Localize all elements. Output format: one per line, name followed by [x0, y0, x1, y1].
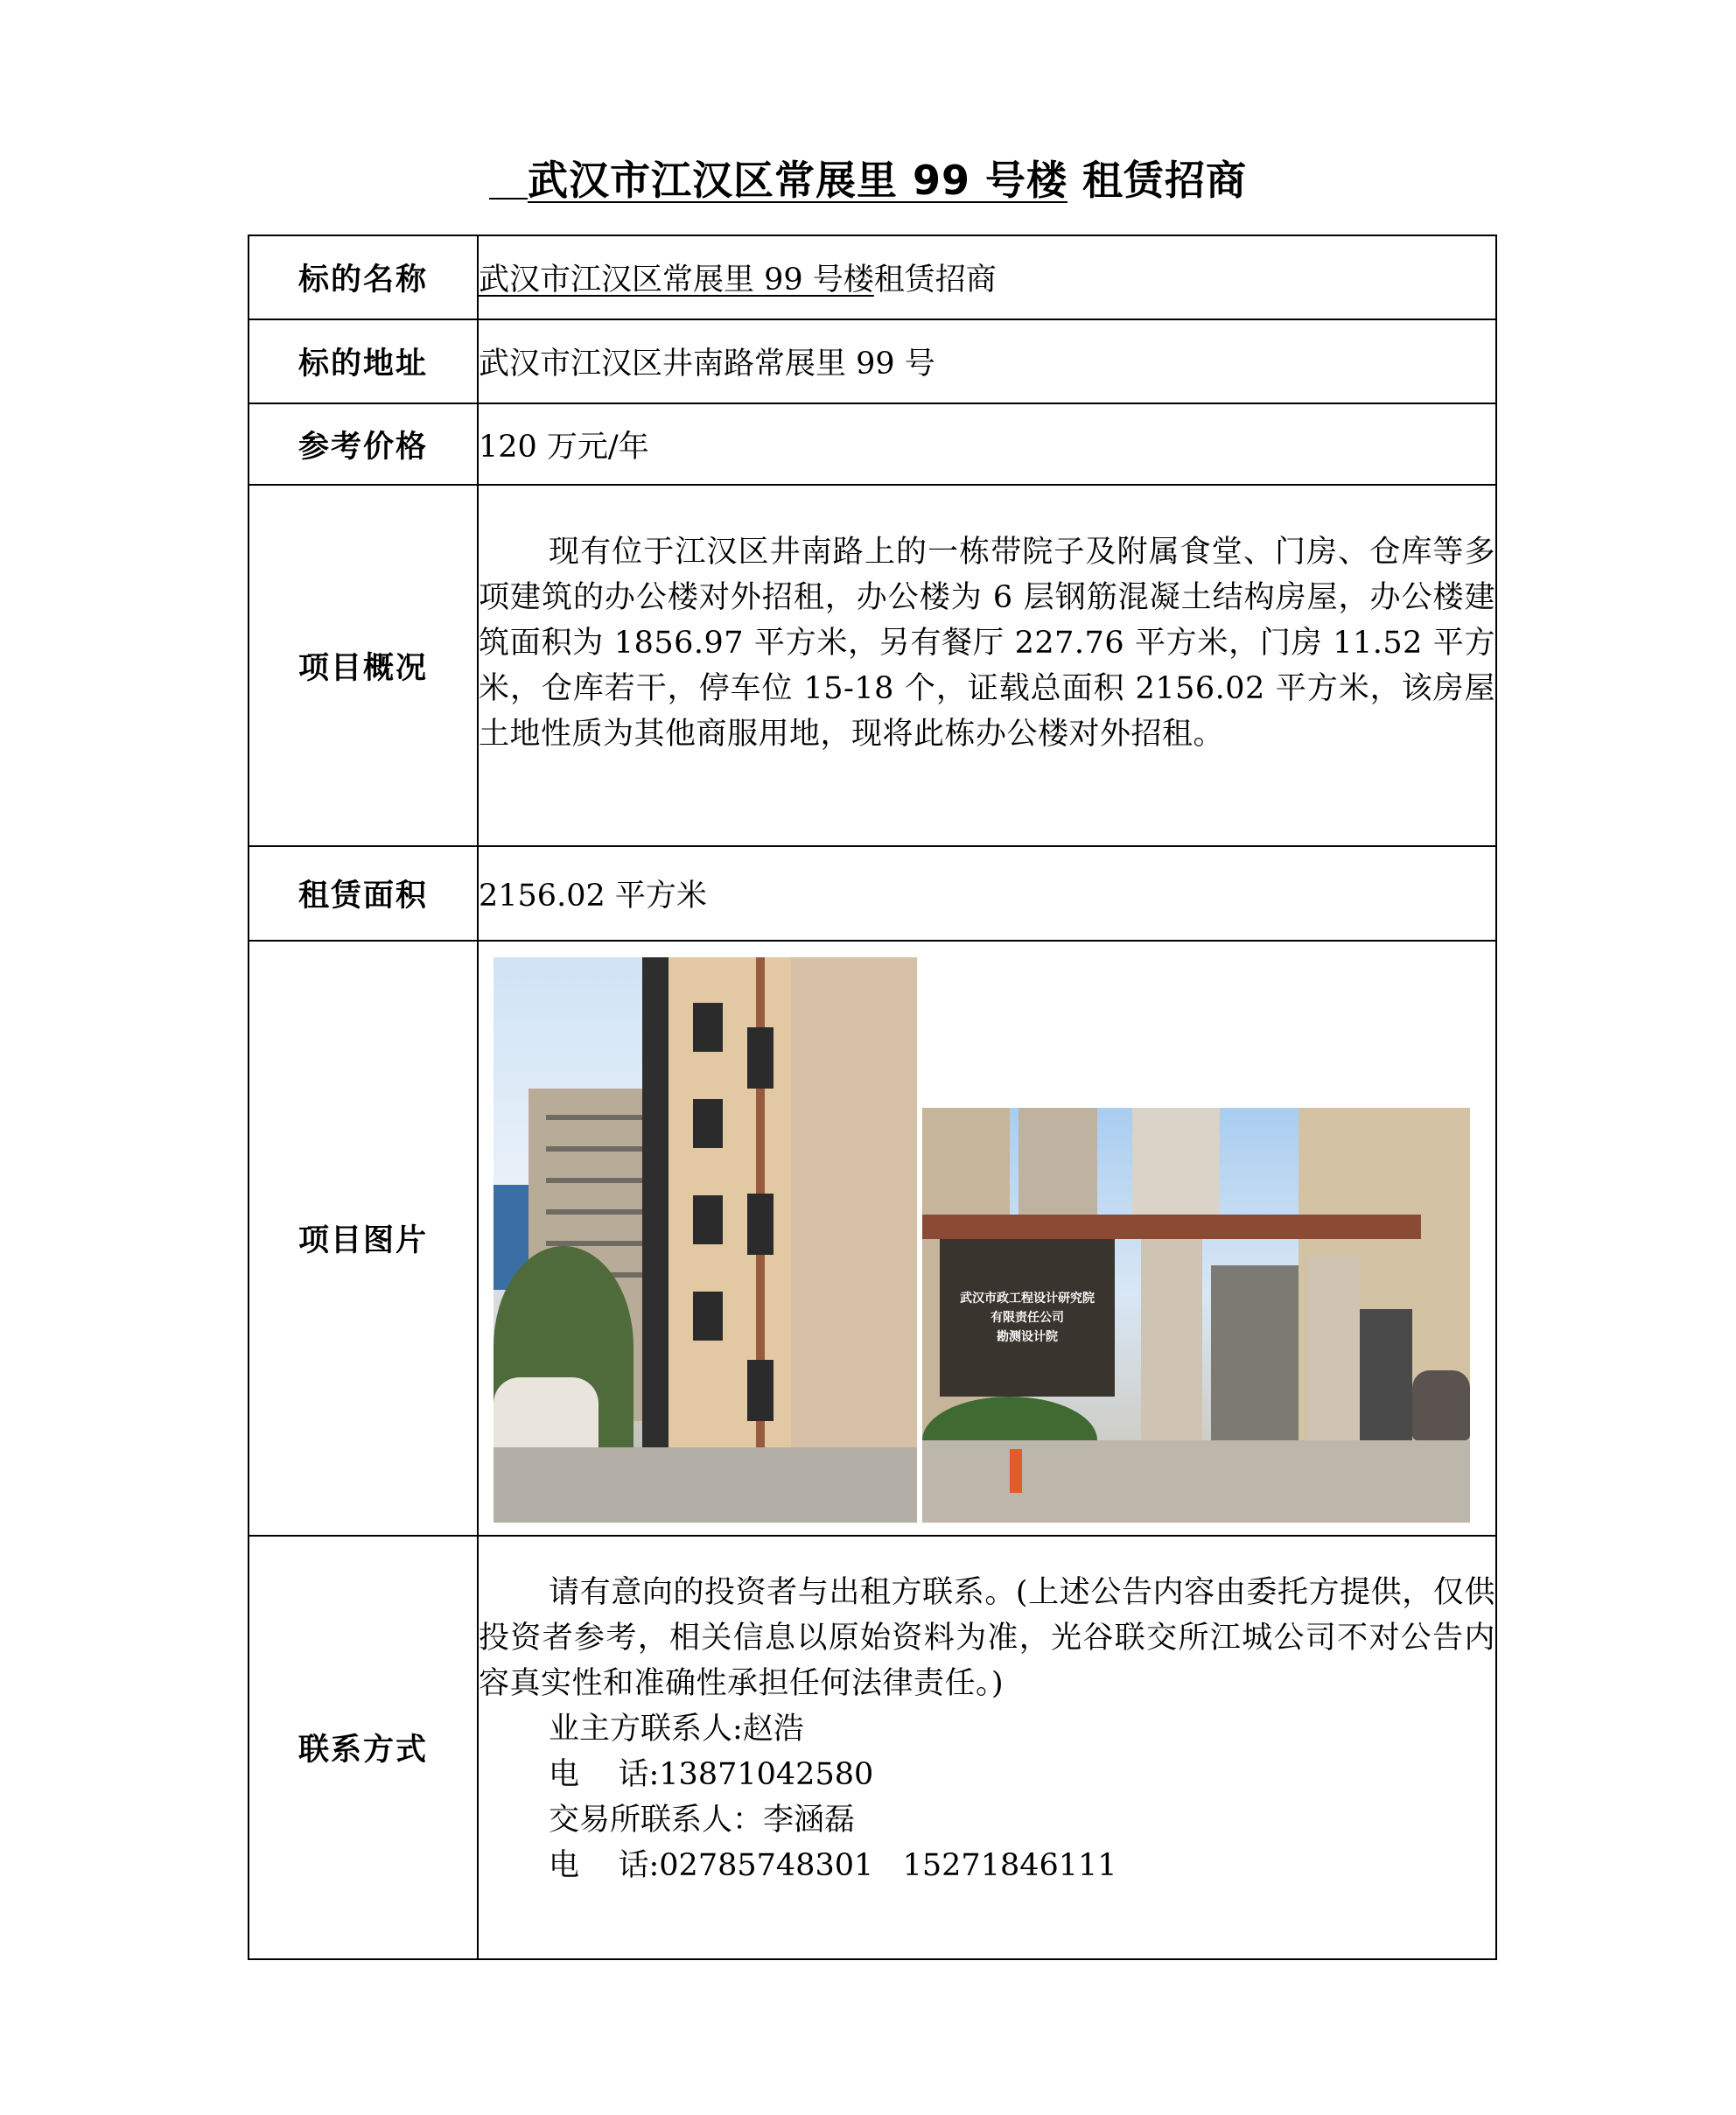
row-overview [248, 485, 1496, 846]
gate-sign-line-3: 勘测设计院 [997, 1330, 1058, 1344]
value-area: 2156.02 平方米 [478, 846, 1496, 941]
row-price [248, 403, 1496, 485]
gate-photo [922, 1108, 1470, 1523]
row-name [248, 235, 1496, 319]
value-name [478, 235, 1496, 319]
photo-gallery [479, 942, 1495, 1510]
page-title [0, 154, 1736, 207]
label-name: 标的名称 [248, 235, 478, 319]
gate-sign-line-2: 有限责任公司 [990, 1311, 1064, 1325]
gate-sign [940, 1239, 1115, 1397]
listing-table [248, 235, 1497, 1960]
building-photo [494, 957, 917, 1523]
owner-phone: 电 话:13871042580 [549, 1757, 874, 1792]
overview-text: 现有位于江汉区井南路上的一栋带院子及附属食堂、门房、仓库等多项建筑的办公楼对外招租，办公楼为 6 层钢筋混凝土结构房屋，办公楼建筑面积为 1856.97 平方米，另有餐厅 227.76 平方米，门房 11.52 平方米，仓库若干，停车位 15-18 个，证载总面积 2156.02 平方米，该房屋土地性质为其他商服用地，现将此栋办公楼对外招租。 [479, 535, 1495, 752]
row-area [248, 846, 1496, 941]
row-images [248, 941, 1496, 1536]
title-underlined-part: 武汉市江汉区常展里 99 号楼 [527, 157, 1068, 204]
owner-contact: 业主方联系人:赵浩 [549, 1712, 804, 1747]
value-price: 120 万元/年 [478, 403, 1496, 485]
value-name-underlined: 武汉市江汉区常展里 99 号楼 [479, 263, 874, 298]
value-address: 武汉市江汉区井南路常展里 99 号 [478, 319, 1496, 403]
value-name-rest: 租赁招商 [873, 263, 997, 298]
exchange-contact: 交易所联系人：李涵磊 [549, 1803, 856, 1838]
value-overview [478, 485, 1496, 846]
label-area: 租赁面积 [248, 846, 478, 941]
label-images: 项目图片 [248, 941, 478, 1536]
row-contact [248, 1536, 1496, 1959]
title-rest-part: 租赁招商 [1068, 157, 1248, 204]
label-price: 参考价格 [248, 403, 478, 485]
label-contact: 联系方式 [248, 1536, 478, 1959]
contact-notice: 请有意向的投资者与出租方联系。(上述公告内容由委托方提供，仅供投资者参考，相关信息以原始资料为准，光谷联交所江城公司不对公告内容真实性和准确性承担任何法律责任。) [479, 1575, 1495, 1701]
exchange-phone: 电 话:02785748301 15271846111 [549, 1848, 1117, 1883]
label-address: 标的地址 [248, 319, 478, 403]
value-images [478, 941, 1496, 1536]
label-overview: 项目概况 [248, 485, 478, 846]
value-contact [478, 1536, 1496, 1959]
gate-sign-line-1: 武汉市政工程设计研究院 [960, 1292, 1095, 1306]
row-address [248, 319, 1496, 403]
title-underline-lead [489, 154, 528, 200]
